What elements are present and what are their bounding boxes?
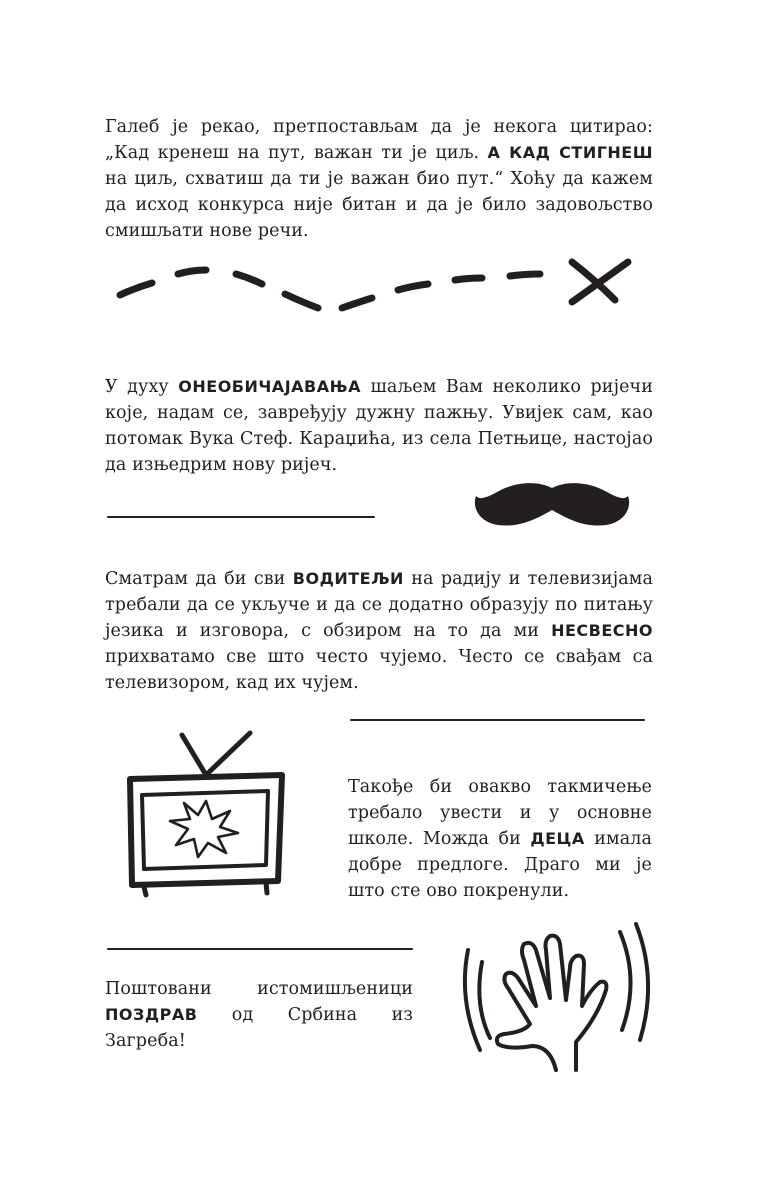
waving-hand-illustration <box>458 920 658 1080</box>
paragraph-4 <box>348 774 652 904</box>
mustache-illustration <box>472 478 632 530</box>
emphasis-a-kad-stignesh: А КАД СТИГНЕШ <box>487 143 653 162</box>
emphasis-pozdrav: ПОЗДРАВ <box>105 1005 198 1024</box>
paragraph-2 <box>105 374 653 478</box>
paragraph-3-text-b: на радију и телевизијама требали да се укључе и да се додатно образују по питању језика и изговора, с обзиром на то да ми <box>105 569 653 641</box>
paragraph-1 <box>105 114 653 244</box>
paragraph-1-text-b: на циљ, схватиш да ти је важан био пут.“ Хоћу да кажем да исход конкурса није битан и да је било задовољство смишљати нове речи. <box>105 169 653 241</box>
paragraph-3 <box>105 566 653 696</box>
paragraph-3-text-c: прихватамо све што често чујемо. Често се свађам са телевизором, кад их чујем. <box>105 647 653 693</box>
television-illustration <box>122 725 290 897</box>
paragraph-3-text-a: Сматрам да би сви <box>105 569 293 589</box>
paragraph-2-text-a: У духу <box>105 377 179 397</box>
paragraph-1-text-a: Галеб је рекао, претпостављам да је некога цитирао: „Кад кренеш на пут, важан ти је циљ. <box>105 117 653 163</box>
paragraph-4-text-b: имала добре предлоге. Драго ми је што сте ово покренули. <box>348 829 652 901</box>
paragraph-5 <box>105 976 413 1054</box>
emphasis-oneobichajavanja: ОНЕОБИЧАЈАВАЊА <box>178 377 362 396</box>
emphasis-nesvesno: НЕСВЕСНО <box>551 621 653 640</box>
paragraph-2-text-b: шаљем Вам неколико ријечи које, надам се, завређују дужну пажњу. Увијек сам, као потомак Вука Стеф. Караџића, из села Петњице, настојао да изњедрим нову ријеч. <box>105 377 653 475</box>
paragraph-4-text-a: Такође би овакво такмичење требало увести и у основне школе. Можда би <box>348 777 652 849</box>
emphasis-voditelji: ВОДИТЕЉИ <box>292 569 404 588</box>
paragraph-5-text-a: Поштовани истомишљеници <box>105 979 413 999</box>
emphasis-deca: ДЕЦА <box>530 829 585 848</box>
divider-line-3 <box>107 948 413 950</box>
treasure-map-path-illustration <box>110 250 640 320</box>
paragraph-5-text-b: од Србина из Загреба! <box>105 1005 413 1051</box>
divider-line-2 <box>350 719 645 721</box>
divider-line-1 <box>107 516 375 518</box>
